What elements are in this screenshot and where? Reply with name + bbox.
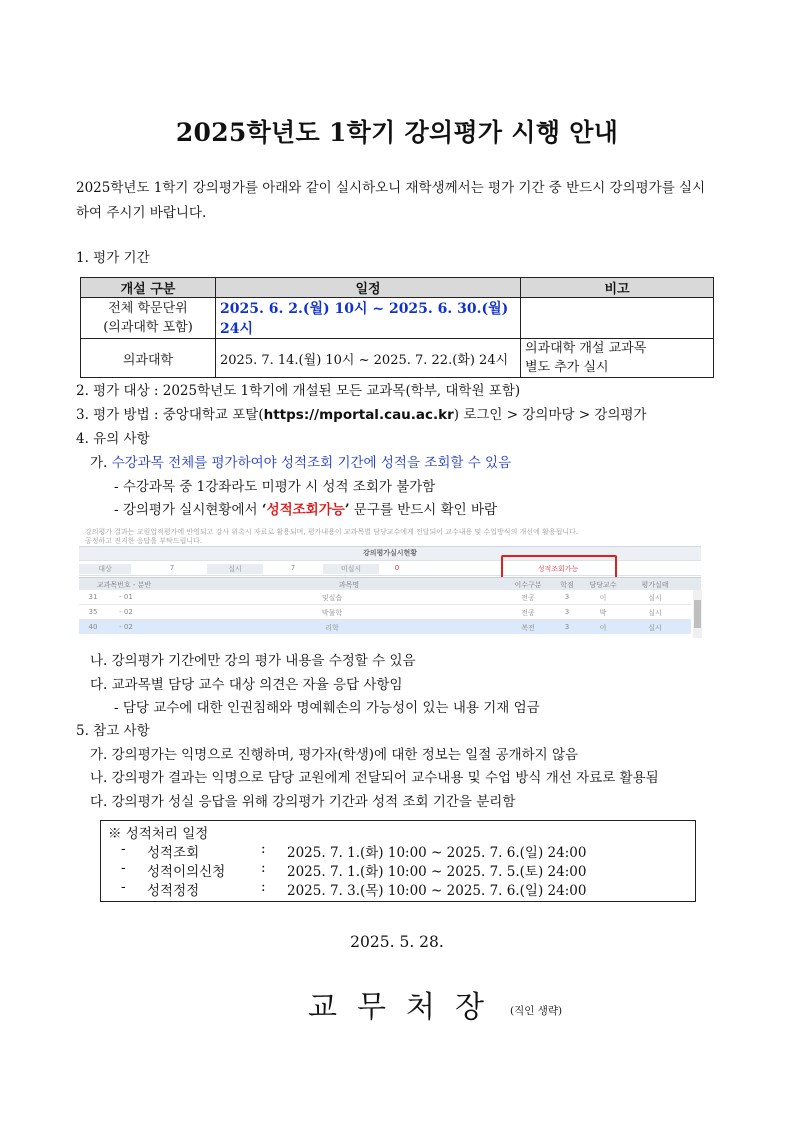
section-1-heading: 1. 평가 기간 xyxy=(76,250,150,266)
portal-status-screenshot xyxy=(77,526,705,640)
table-row[interactable] xyxy=(79,620,691,634)
row-type: 전공 xyxy=(521,594,535,602)
scrollbar-thumb[interactable] xyxy=(694,600,701,628)
signer-char: 교 xyxy=(308,990,337,1025)
signer-char: 무 xyxy=(356,990,386,1025)
section-3-prefix: 3. 평가 방법 : 중앙대학교 포탈( xyxy=(76,407,264,423)
section-4-da: 다. 교과목별 담당 교수 대상 의견은 자율 응답 사항임 xyxy=(90,677,403,693)
screenshot-notice xyxy=(85,528,697,545)
row-course-no: 40 xyxy=(88,623,98,631)
table-header-note: 비고 xyxy=(521,278,714,298)
grade-item-period: 2025. 7. 1.(화) 10:00 ~ 2025. 7. 6.(일) 24:00 xyxy=(287,845,587,861)
section-5-da: 다. 강의평가 성실 응답을 위해 강의평가 기간과 성적 조회 기간을 분리함 xyxy=(90,794,516,810)
sub2-prefix: - 강의평가 실시현황에서 xyxy=(114,502,262,518)
table-cell-schedule: 2025. 6. 2.(월) 10시 ~ 2025. 6. 30.(월) 24시 xyxy=(216,298,521,339)
dash-marker: - xyxy=(121,860,126,876)
grade-box-title: ※ 성적처리 일정 xyxy=(108,826,209,842)
section-3 xyxy=(76,405,647,425)
table-header-schedule: 일정 xyxy=(216,278,521,298)
row-credit: 3 xyxy=(564,593,570,601)
grade-check-status: 성적조회가능 xyxy=(537,565,579,573)
signer-char: 장 xyxy=(454,990,484,1025)
section-4-heading: 4. 유의 사항 xyxy=(76,431,150,447)
section-4-na: 나. 강의평가 기간에만 강의 평가 내용을 수정할 수 있음 xyxy=(90,653,416,669)
col-course-name: 과목명 xyxy=(338,581,360,589)
section-3-suffix: ) 로그인 > 강의마당 > 강의평가 xyxy=(453,407,647,423)
table-cell-schedule: 2025. 7. 14.(월) 10시 ~ 2025. 7. 22.(화) 24시 xyxy=(216,339,521,378)
table-cell-note xyxy=(521,339,714,378)
row-section: - 01 xyxy=(119,593,133,601)
notice-line-1: 강의평가 결과는 교원업적평가에 반영되고 강사 위촉시 자료로 활용되며, 평가내용이 교과목별 담당교수에게 전달되어 교수내용 및 수업방식의 개선에 활용됩니다. xyxy=(85,528,579,536)
row-state: 실시 xyxy=(648,594,662,602)
section-2: 2. 평가 대상 : 2025학년도 1학기에 개설된 모든 교과목(학부, 대학원 포함) xyxy=(76,383,521,399)
undone-value: 0 xyxy=(394,564,400,572)
table-cell-unit xyxy=(81,298,216,339)
table-cell-unit: 의과대학 xyxy=(81,339,216,378)
note-line-1: 의과대학 개설 교과목 xyxy=(525,341,647,356)
grade-check-keyword: 성적조회가능 xyxy=(266,502,345,518)
col-prof: 담당교수 xyxy=(589,581,617,589)
unit-line-2: (의과대학 포함) xyxy=(103,320,193,335)
col-course-no: 교과목번호 - 분반 xyxy=(96,581,152,589)
row-course-name: 박물학 xyxy=(321,609,343,617)
row-credit: 3 xyxy=(564,608,570,616)
notice-line-2: 공정하고 진지한 응답을 부탁드립니다. xyxy=(85,536,203,545)
section-5-ga: 가. 강의평가는 익명으로 진행하며, 평가자(학생)에 대한 정보는 일절 공개하지 않음 xyxy=(90,747,579,763)
scrollbar[interactable] xyxy=(693,590,702,638)
course-table-header xyxy=(79,577,701,590)
row-type: 복전 xyxy=(521,624,535,632)
row-prof: 박 xyxy=(599,609,607,617)
col-state: 평가실태 xyxy=(641,581,669,589)
row-course-name: 및실습 xyxy=(321,594,343,602)
row-state: 실시 xyxy=(648,624,662,632)
quote-close: ’ xyxy=(344,502,350,518)
grade-item-label: 성적이의신청 xyxy=(147,864,226,880)
portal-link[interactable]: https://mportal.cau.ac.kr xyxy=(263,407,454,423)
quote-open: ‘ xyxy=(261,502,267,518)
table-row[interactable] xyxy=(79,605,691,620)
grade-item-label: 성적조회 xyxy=(147,845,200,861)
colon-marker: : xyxy=(261,860,266,876)
target-value: 7 xyxy=(169,564,175,572)
section-4-ga xyxy=(90,453,511,473)
status-title: 강의평가실시현황 xyxy=(79,546,701,560)
signer xyxy=(308,982,484,1026)
row-course-no: 35 xyxy=(88,608,98,616)
seal-note: (직인 생략) xyxy=(510,1005,563,1017)
row-section: - 02 xyxy=(119,608,133,616)
dash-marker: - xyxy=(121,879,126,895)
unit-line-1: 전체 학문단위 xyxy=(108,301,188,316)
grade-item-period: 2025. 7. 3.(목) 10:00 ~ 2025. 7. 6.(일) 24:00 xyxy=(287,883,587,899)
undone-label: 미실시 xyxy=(323,564,379,574)
section-5-na: 나. 강의평가 결과는 익명으로 담당 교원에게 전달되어 교수내용 및 수업 방식 개선 자료로 활용됨 xyxy=(90,770,659,786)
grade-item-period: 2025. 7. 1.(화) 10:00 ~ 2025. 7. 5.(토) 24:00 xyxy=(287,864,587,880)
intro-paragraph: 2025학년도 1학기 강의평가를 아래와 같이 실시하오니 재학생께서는 평가 기간 중 반드시 강의평가를 실시하여 주시기 바랍니다. xyxy=(76,180,706,221)
section-4-ga-text: 수강과목 전체를 평가하여야 성적조회 기간에 성적을 조회할 수 있음 xyxy=(111,455,512,471)
evaluation-period-table xyxy=(80,277,714,378)
colon-marker: : xyxy=(261,841,266,857)
table-header-unit: 개설 구분 xyxy=(81,278,216,298)
section-4-da-sub: - 담당 교수에 대한 인권침해와 명예훼손의 가능성이 있는 내용 기재 엄금 xyxy=(114,700,540,716)
sub2-suffix: 문구를 반드시 확인 바람 xyxy=(349,502,498,518)
document-title: 2025학년도 1학기 강의평가 시행 안내 xyxy=(175,118,619,147)
row-course-name: 리학 xyxy=(325,624,339,632)
table-cell-note xyxy=(521,298,714,339)
dash-marker: - xyxy=(121,841,126,857)
col-type: 이수구분 xyxy=(514,581,542,589)
row-course-no: 31 xyxy=(88,593,98,601)
signer-char: 처 xyxy=(405,990,435,1025)
done-value: 7 xyxy=(290,564,296,572)
section-5-heading: 5. 참고 사항 xyxy=(76,723,150,739)
row-prof: 이 xyxy=(599,624,607,632)
section-4-ga-sub2 xyxy=(114,500,497,520)
grade-schedule-box xyxy=(100,820,696,902)
row-credit: 3 xyxy=(564,623,570,631)
colon-marker: : xyxy=(261,879,266,895)
row-type: 전공 xyxy=(521,609,535,617)
col-credit: 학점 xyxy=(560,581,574,589)
row-prof: 이 xyxy=(599,594,607,602)
grade-item-label: 성적정정 xyxy=(147,883,200,899)
target-label: 대상 xyxy=(79,564,131,574)
marker-ga: 가. xyxy=(90,455,108,471)
done-label: 실시 xyxy=(207,564,263,574)
row-state: 실시 xyxy=(648,609,662,617)
table-row[interactable] xyxy=(79,590,691,605)
table-row xyxy=(81,339,714,378)
issue-date: 2025. 5. 28. xyxy=(350,933,444,951)
section-4-ga-sub1: - 수강과목 중 1강좌라도 미평가 시 성적 조회가 불가함 xyxy=(114,479,436,495)
table-row xyxy=(81,298,714,339)
row-section: - 02 xyxy=(119,623,133,631)
note-line-2: 별도 추가 실시 xyxy=(525,360,609,375)
